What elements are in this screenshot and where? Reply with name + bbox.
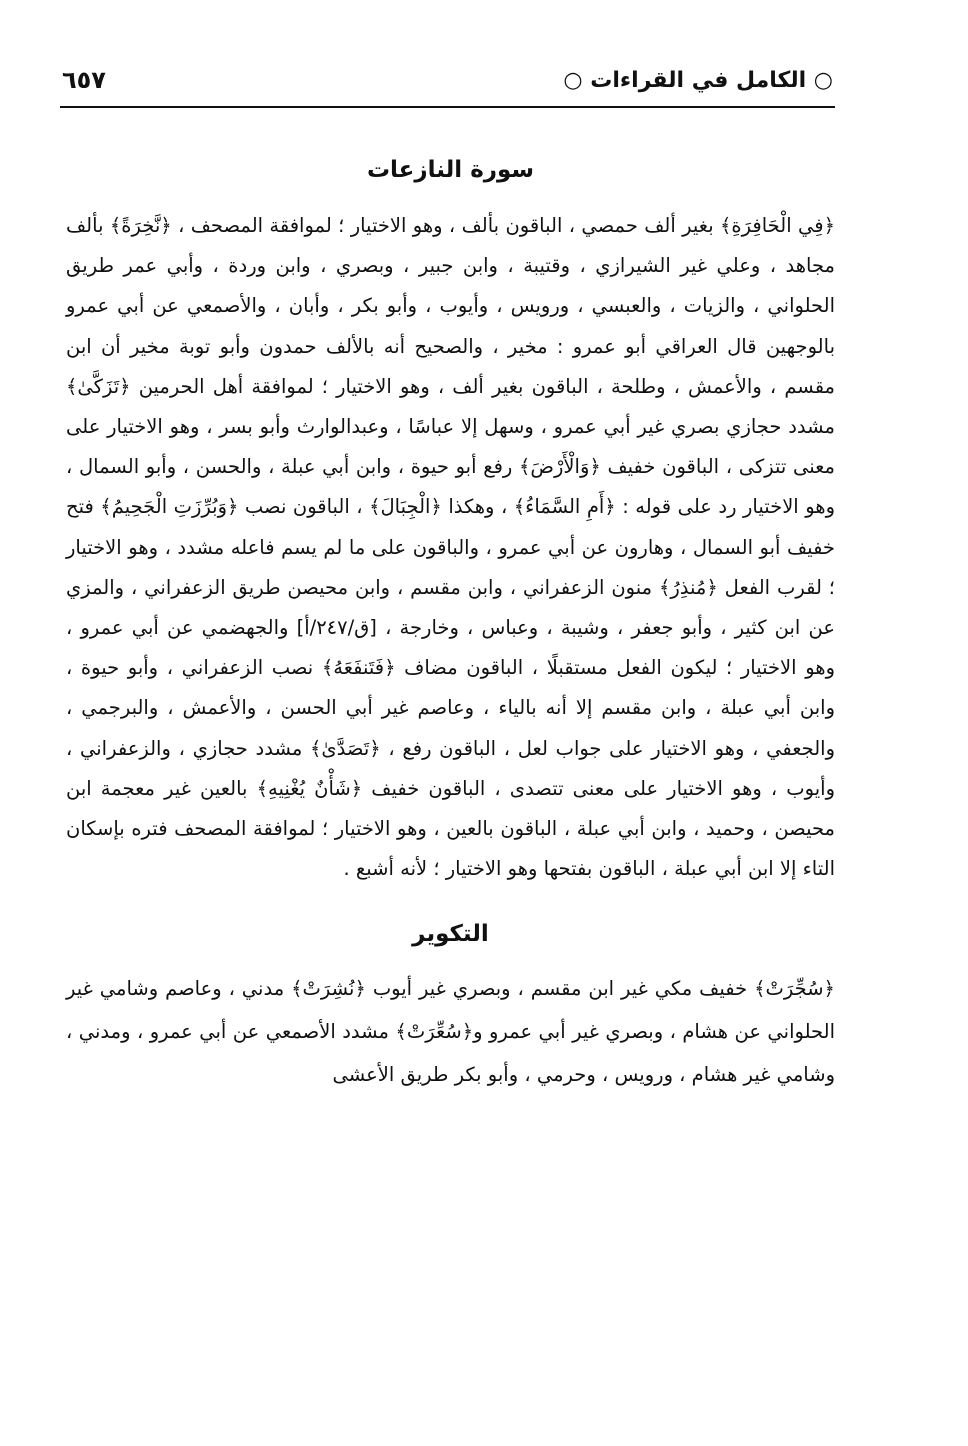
- section-title-al-naziat: سورة النازعات: [366, 157, 535, 183]
- section-body-al-naziat: ﴿فِي الْحَافِرَةِ﴾ بغير ألف حمصي ، الباقون بألف ، وهو الاختيار ؛ لموافقة المصحف ، ﴿نَّخِرَةً﴾ بألف مجاهد ، وعلي غير الشيرازي ، وقتيبة ، وابن جبير ، وبصري ، وابن وردة ، وأبي عمر طريق الحلواني ، والزيات ، والعبسي ، ورويس ، وأيوب ، وأبو بكر ، وأبان ، والأصمعي عن أبي عمرو بالوجهين قال العراقي أبو عمرو : مخير ، والصحيح أنه بالألف حمدون وأبو توبة مخير أن ابن مقسم ، والأعمش ، وطلحة ، الباقون بغير ألف ، وهو الاختيار ؛ لموافقة أهل الحرمين ﴿تَزَكَّىٰ﴾ مشدد حجازي بصري غير أبي عمرو ، وسهل إلا عباسًا ، وعبدالوارث وأبو بسر ، وهو الاختيار على معنى تتزكى ، الباقون خفيف ﴿وَالْأَرْضَ﴾ رفع أبو حيوة ، وابن أبي عبلة ، والحسن ، وأبو السمال ، وهو الاختيار رد على قوله : ﴿أَمِ السَّمَاءُ﴾ ، وهكذا ﴿الْجِبَالَ﴾ ، الباقون نصب ﴿وَبُرِّزَتِ الْجَحِيمُ﴾ فتح خفيف أبو السمال ، وهارون عن أبي عمرو ، والباقون على ما لم يسم فاعله مشدد ، وهو الاختيار ؛ لقرب الفعل ﴿مُنذِرُ﴾ منون الزعفراني ، وابن مقسم ، وابن محيصن طريق الزعفراني ، والمزي عن ابن كثير ، وأبو جعفر ، وشيبة ، وعباس ، وخارجة ، [ق/٢٤٧/أ] والجهضمي عن أبي عمرو ، وهو الاختيار ؛ ليكون الفعل مستقبلًا ، الباقون مضاف ﴿فَتَنفَعَهُ﴾ نصب الزعفراني ، وأبو حيوة ، وابن أبي عبلة ، وابن مقسم إلا أنه بالياء ، وعاصم غير أبي الحسن ، والأعمش ، والبرجمي ، والجعفي ، وهو الاختيار على جواب لعل ، الباقون رفع ، ﴿تَصَدَّىٰ﴾ مشدد حجازي ، والزعفراني ، وأيوب ، وهو الاختيار على معنى تتصدى ، الباقون خفيف ﴿شَأْنٌ يُغْنِيهِ﴾ بالعين غير معجمة ابن محيصن ، وحميد ، وابن أبي عبلة ، الباقون بالعين ، وهو الاختيار ؛ لموافقة المصحف فتره بإسكان التاء إلا ابن أبي عبلة ، الباقون بفتحها وهو الاختيار ؛ لأنه أشبع .: [66, 214, 835, 881]
- book-title: ○ الكامل في القراءات ○: [563, 67, 833, 93]
- header-rule: [60, 106, 835, 108]
- running-header: [62, 60, 833, 100]
- section-body-al-takwir: ﴿سُجِّرَتْ﴾ خفيف مكي غير ابن مقسم ، وبصري غير أيوب ﴿نُشِرَتْ﴾ مدني ، وعاصم وشامي غير الحلواني عن هشام ، وبصري غير أبي عمرو و﴿سُعِّرَتْ﴾ مشدد الأصمعي عن أبي عمرو ، ومدني ، وشامي غير هشام ، ورويس ، وحرمي ، وأبو بكر طريق الأعشى: [66, 977, 835, 1087]
- page-content: [66, 140, 835, 1096]
- section-title-al-takwir: التكوير: [412, 921, 489, 948]
- page-number: ٦٥٧: [62, 66, 106, 94]
